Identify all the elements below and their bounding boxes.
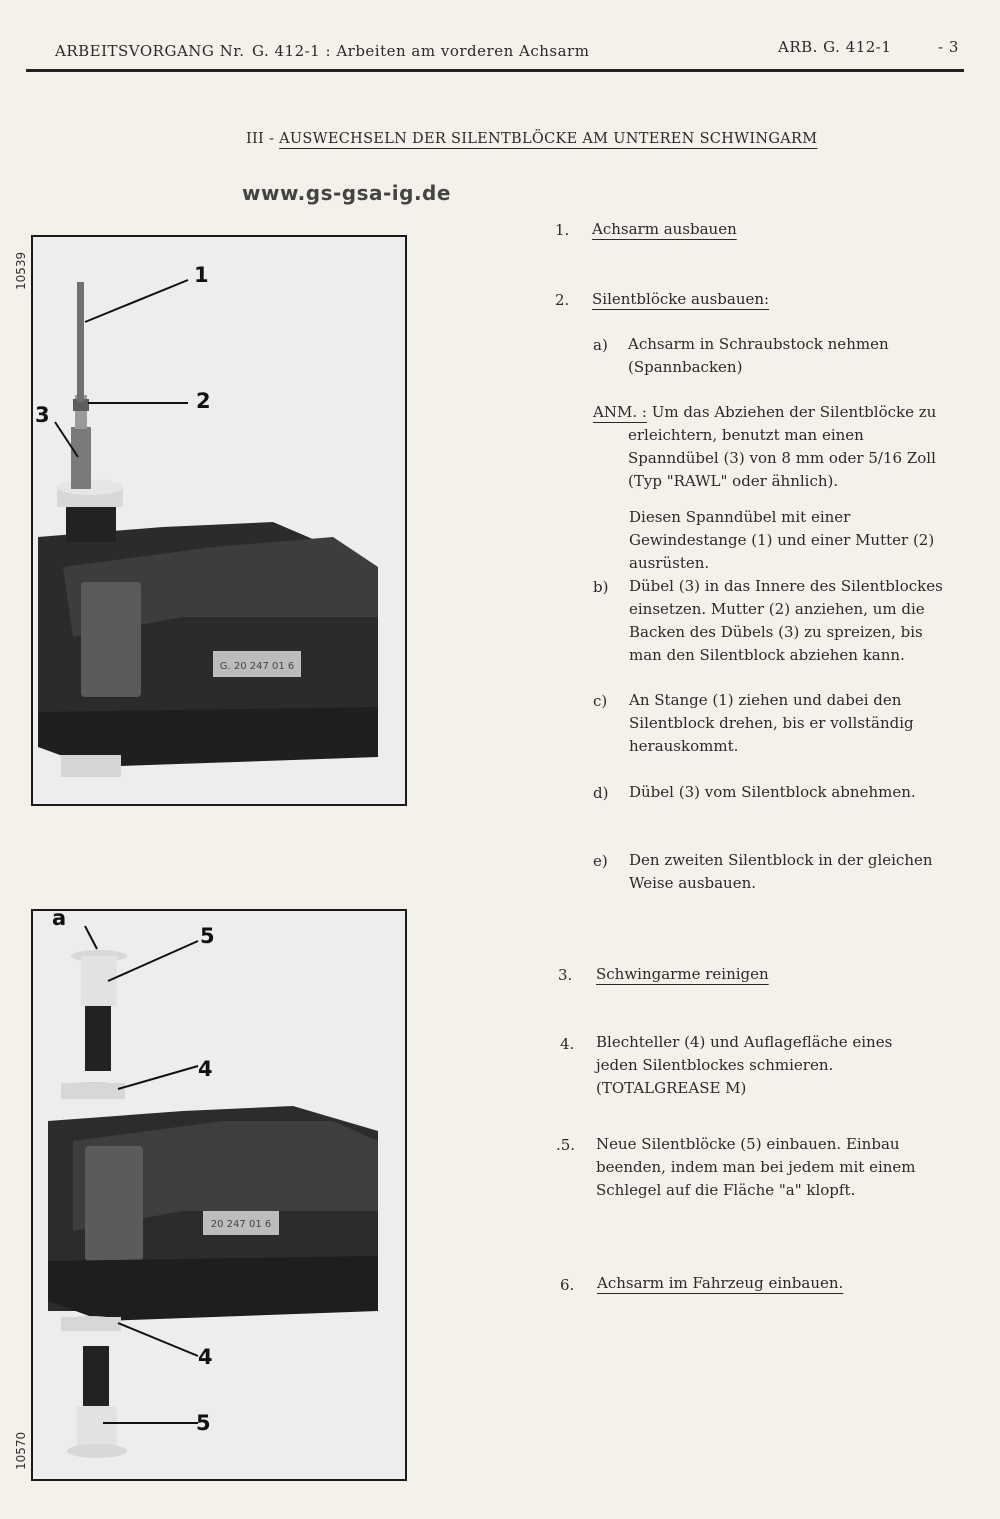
step-2e-text: Den zweiten Silentblock in der gleichen Weise ausbauen. xyxy=(629,851,933,892)
section-title xyxy=(246,131,817,147)
callout-2: 2 xyxy=(196,389,211,413)
step-5-text: Neue Silentblöcke (5) einbauen. Einbau beenden, indem man bei jedem mit einem Schlegel auf die Fläche "a" klopft. xyxy=(596,1135,916,1199)
callout-5-bottom: 5 xyxy=(196,1411,211,1435)
website-url: www.gs-gsa-ig.de xyxy=(242,181,451,205)
callout-4-bottom: 4 xyxy=(198,1345,213,1369)
step-2-title: Silentblöcke ausbauen: xyxy=(592,290,770,308)
callout-a: a xyxy=(52,906,67,930)
step-2d-label: d) xyxy=(593,784,609,802)
step-5-number: .5. xyxy=(556,1136,576,1154)
step-6-title: Achsarm im Fahrzeug einbauen. xyxy=(597,1274,844,1292)
figure-2-stamp: 20 247 01 6 xyxy=(210,1219,272,1230)
step-2-number: 2. xyxy=(555,291,570,309)
step-2e-label: e) xyxy=(593,852,608,870)
header-label: ARBEITSVORGANG Nr. xyxy=(55,42,245,60)
note-text-2: Diesen Spanndübel mit einer Gewindestange (1) und einer Mutter (2) ausrüsten. xyxy=(629,508,935,572)
figure-2-ref: 10570 xyxy=(14,1431,28,1470)
section-title-text: AUSWECHSELN DER SILENTBLÖCKE AM UNTEREN SCHWINGARM xyxy=(279,131,818,147)
note-label: ANM. : xyxy=(593,403,647,421)
note-text: Um das Abziehen der Silentblöcke zu erleichtern, benutzt man einen Spanndübel (3) von 8 mm oder 5/16 Zoll (Typ "RAWL" oder ähnlich). xyxy=(628,403,937,490)
callout-5-top: 5 xyxy=(200,924,215,948)
note-block xyxy=(593,401,953,493)
step-1-number: 1. xyxy=(555,221,570,239)
step-2a-label: a) xyxy=(593,336,608,354)
step-3-title: Schwingarme reinigen xyxy=(596,965,769,983)
figure-2-photo xyxy=(31,909,407,1481)
header-rule xyxy=(26,69,964,72)
callout-1: 1 xyxy=(194,263,209,287)
callout-3: 3 xyxy=(35,403,50,427)
figure-2-illustration xyxy=(33,911,405,1479)
figure-1-ref: 10539 xyxy=(14,251,28,290)
step-2b-label: b) xyxy=(593,578,609,596)
step-2c-text: An Stange (1) ziehen und dabei den Silentblock drehen, bis er vollständig herauskommt. xyxy=(629,691,914,755)
step-6-number: 6. xyxy=(560,1276,575,1294)
header-arb-ref: ARB. G. 412-1 xyxy=(778,38,892,56)
step-2a-text: Achsarm in Schraubstock nehmen (Spannbacken) xyxy=(628,335,889,376)
step-2d-text: Dübel (3) vom Silentblock abnehmen. xyxy=(629,783,916,801)
step-3-number: 3. xyxy=(558,966,573,984)
page-number: - 3 xyxy=(938,38,959,56)
step-2c-label: c) xyxy=(593,692,608,710)
step-2b-text: Dübel (3) in das Innere des Silentblockes einsetzen. Mutter (2) anziehen, um die Backen des Dübels (3) zu spreizen, bis man den Silentblock abziehen kann. xyxy=(629,577,943,664)
step-1-title: Achsarm ausbauen xyxy=(592,220,737,238)
figure-1-illustration xyxy=(33,237,405,804)
step-4-number: 4. xyxy=(560,1035,575,1053)
step-4-text: Blechteller (4) und Auflagefläche eines jeden Silentblockes schmieren. (TOTALGREASE M) xyxy=(596,1033,893,1097)
header-operation: G. 412-1 : Arbeiten am vorderen Achsarm xyxy=(252,42,590,60)
callout-4-top: 4 xyxy=(198,1057,213,1081)
figure-1-photo xyxy=(31,235,407,806)
figure-1-stamp: G. 20 247 01 6 xyxy=(219,661,295,672)
section-title-prefix: III - xyxy=(246,131,275,147)
